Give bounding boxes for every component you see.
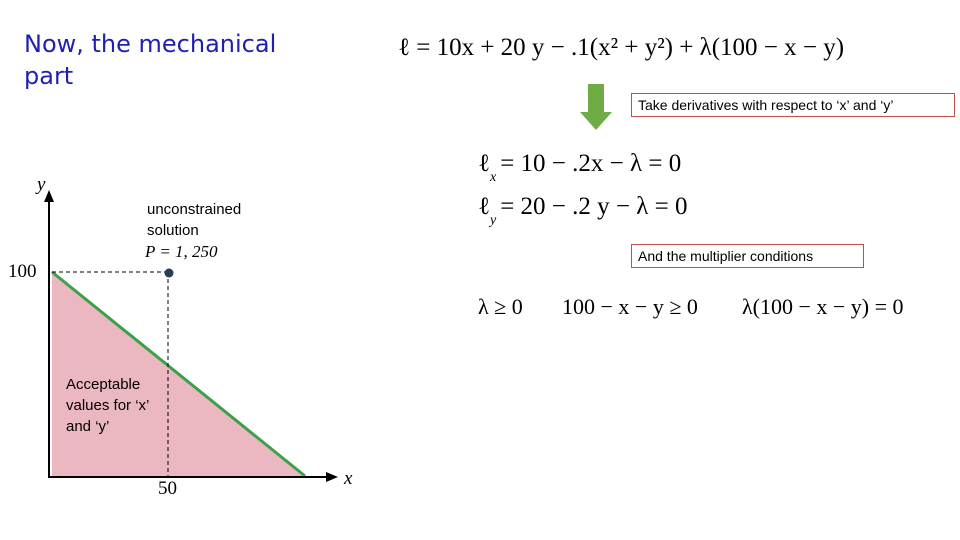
unconstrained-point	[165, 269, 174, 278]
y-axis-arrow-icon	[44, 190, 54, 202]
condition-complementary-slackness: λ(100 − x − y) = 0	[742, 294, 904, 319]
point-label: P = 1, 250	[145, 242, 218, 261]
derivative-x-rhs: = 10 − .2x − λ = 0	[500, 150, 682, 177]
x-tick-50: 50	[158, 478, 177, 499]
region-label: Acceptable values for ‘x’ and ‘y’	[66, 376, 149, 435]
condition-constraint: 100 − x − y ≥ 0	[562, 294, 698, 319]
unconstrained-label: unconstrained solution	[147, 201, 242, 239]
y-axis-label: y	[37, 174, 46, 195]
derivative-note: Take derivatives with respect to ‘x’ and ‘y’	[631, 93, 955, 117]
condition-lambda-nonnegative: λ ≥ 0	[478, 294, 523, 319]
x-axis-label: x	[344, 468, 353, 489]
derivative-y-lhs: ℓ	[478, 193, 490, 220]
y-tick-100: 100	[8, 261, 37, 282]
x-axis-arrow-icon	[326, 472, 338, 482]
derivative-y-subscript: y	[489, 213, 497, 228]
derivative-x-lhs: ℓ	[478, 150, 490, 177]
derivative-x-subscript: x	[489, 170, 497, 185]
lagrangian-equation: ℓ = 10x + 20 y − .1(x² + y²) + λ(100 − x − y)	[398, 34, 845, 61]
slide-title: Now, the mechanical part	[24, 30, 277, 90]
multiplier-note: And the multiplier conditions	[631, 244, 864, 268]
derivative-y-rhs: = 20 − .2 y − λ = 0	[500, 193, 688, 220]
